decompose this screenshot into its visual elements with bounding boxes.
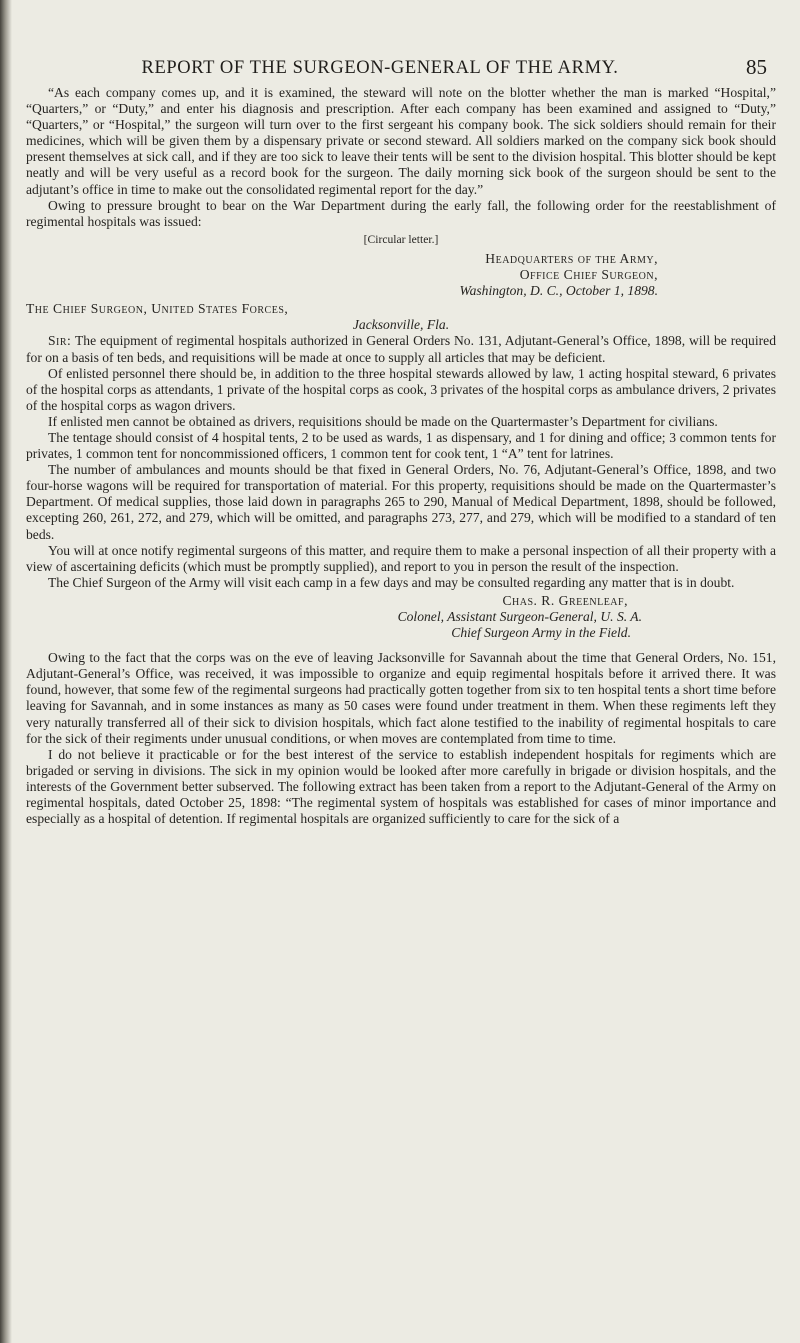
circular-paragraph-7: The Chief Surgeon of the Army will visit each camp in a few days and may be consulted regarding any matter that is in doubt.: [48, 574, 735, 590]
circular-address: [26, 301, 776, 333]
circular-dateline: Washington, D. C., October 1, 1898.: [459, 283, 658, 299]
circular-paragraph-2: Of enlisted personnel there should be, in addition to the three hospital stewards allowed by law, 1 acting hospital steward, 6 privates of the hospital corps as attendants, 1 private of the hospital corps as cook, 3 privates of the hospital corps as ambulance drivers, 2 privates of the hospital corps as wagon drivers.: [26, 365, 776, 413]
page-body: [26, 85, 776, 827]
intro-order-paragraph: Owing to pressure brought to bear on the War Department during the early fall, the following order for the reestablishment of regimental hospitals was issued:: [26, 197, 776, 229]
circular-signature: [26, 593, 776, 641]
circular-salutation: Sir:: [48, 333, 72, 349]
page-number: 85: [746, 55, 767, 79]
running-head: REPORT OF THE SURGEON-GENERAL OF THE ARMY.: [141, 58, 619, 78]
intro-quote-paragraph: “As each company comes up, and it is examined, the steward will note on the blotter whether the man is marked “Hospital,” “Quarters,” or “Duty,” and enter his diagnosis and prescription. After each company has been examined and assigned to “Duty,” “Quarters,” or “Hospital,” the surgeon will turn over to the first sergeant his company book. The sick soldiers should remain for their medicines, which will be given them by a dispensary private or second steward. All soldiers marked on the company sick book should present themselves at sick call, and if they are too sick to leave their tents will be sent to the division hospital. This blotter should be kept neatly and will be very useful as a record book for the surgeon. The daily morning sick book of the surgeon should be sent to the adjutant’s office in time to make out the consolidated regimental report for the day.”: [26, 85, 776, 197]
circular-paragraph-6: You will at once notify regimental surgeons of this matter, and require them to make a personal inspection of all their property with a view of ascertaining deficits (which must be promptly supplied), and report to you in person the result of the inspection.: [26, 542, 776, 574]
circular-hq-line1: Headquarters of the Army,: [485, 250, 658, 266]
circular-heading: [26, 251, 776, 299]
circular-label: [Circular letter.]: [363, 232, 439, 246]
circular-paragraph-3: If enlisted men cannot be obtained as drivers, requisitions should be made on the Quartermaster’s Department for civilians.: [48, 413, 718, 429]
signature-name: Chas. R. Greenleaf,: [502, 592, 628, 608]
page-binding-shadow: [0, 0, 12, 1343]
closing-paragraph-2: I do not believe it practicable or for the best interest of the service to establish independent hospitals for regiments which are brigaded or serving in divisions. The sick in my opinion would be looked after more carefully in brigade or division hospitals, and the interests of the Government better subserved. The following extract has been taken from a report to the Adjutant-General of the Army on regimental hospitals, dated October 25, 1898: “The regimental system of hospitals was established for cases of minor importance and especially as a hospital of detention. If regimental hospitals are organized sufficiently to care for the sick of a: [26, 746, 776, 827]
signature-title: Colonel, Assistant Surgeon-General, U. S. A.: [397, 609, 642, 624]
circular-hq-line2: Office Chief Surgeon,: [519, 267, 658, 283]
section-gap: [26, 641, 776, 650]
circular-paragraph-1-text: The equipment of regimental hospitals authorized in General Orders No. 131, Adjutant-General’s Office, 1898, will be required for on a basis of ten beds, and requisitions will be made at once to supply all articles that may be deficient.: [26, 333, 776, 365]
signature-subtitle: Chief Surgeon Army in the Field.: [451, 625, 631, 641]
circular-paragraph-4: The tentage should consist of 4 hospital tents, 2 to be used as wards, 1 as dispensary, and 1 for dining and office; 3 common tents for privates, 1 common tent for noncommissioned officers, 1 common tent for cook tent, 1 “A” tent for latrines.: [26, 429, 776, 462]
circular-paragraph-5: The number of ambulances and mounts should be that fixed in General Orders, No. 76, Adjutant-General’s Office, 1898, and two four-horse wagons will be required for transportation of material. For this property, requisitions should be made on the Quartermaster’s Department. Of medical supplies, those laid down in paragraphs 265 to 290, Manual of Medical Department, 1898, should be followed, excepting 260, 261, 272, and 279, which will be omitted, and paragraphs 273, 277, and 279, which will be modified to a standard of ten beds.: [26, 462, 776, 542]
circular-addressee-place: Jacksonville, Fla.: [352, 317, 450, 333]
circular-addressee: The Chief Surgeon, United States Forces,: [26, 301, 289, 317]
closing-paragraph-1: Owing to the fact that the corps was on the eve of leaving Jacksonville for Savannah about the time that General Orders, No. 151, Adjutant-General’s Office, was received, it was impossible to organize and equip regimental hospitals before it arrived there. It was found, however, that some few of the regimental surgeons had practically gotten together from six to ten hospital tents a short time before leaving for Savannah, and in some instances as many as 50 cases were found under treatment in them. When these regiments left they very naturally transferred all of their sick to division hospitals, which fact alone testified to the inability of regimental hospitals to care for the sick of their regiments under unusual conditions, or when moves are contemplated from time to time.: [26, 650, 776, 746]
circular-paragraph-1: [26, 333, 776, 365]
